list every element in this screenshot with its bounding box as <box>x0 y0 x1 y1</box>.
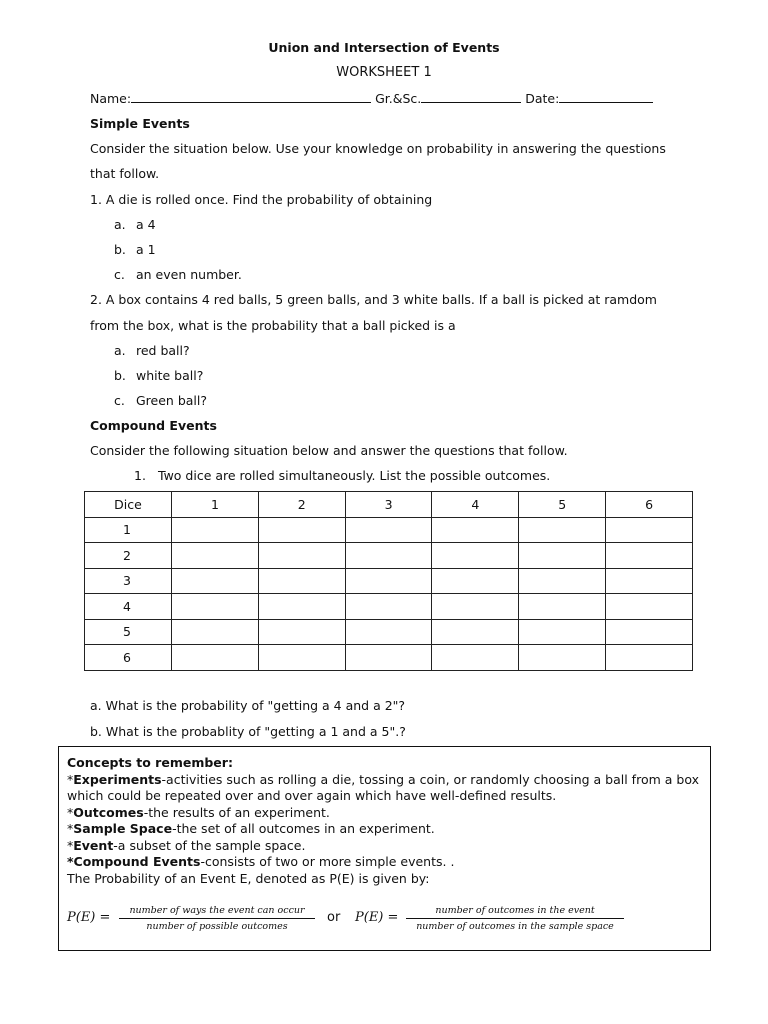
column-header: 5 <box>519 492 606 518</box>
simple-intro-line-2: that follow. <box>90 166 160 181</box>
outcome-cell[interactable] <box>345 517 432 543</box>
concept-compound-events: *Compound Events-consists of two or more simple events. . <box>67 854 455 869</box>
worksheet-subtitle: WORKSHEET 1 <box>336 65 432 80</box>
compound-question-a: a. What is the probability of "getting a 4 and a 2"? <box>90 698 406 713</box>
table-header-row <box>85 492 693 518</box>
outcome-cell[interactable] <box>519 517 606 543</box>
grade-label: Gr.&Sc. <box>375 91 422 106</box>
outcome-cell[interactable] <box>258 645 345 671</box>
fraction-denominator: number of outcomes in the sample space <box>416 921 614 932</box>
date-label: Date: <box>525 91 560 106</box>
outcome-cell[interactable] <box>258 517 345 543</box>
q1-item-b <box>114 242 156 257</box>
column-header: 3 <box>345 492 432 518</box>
compound-question-b: b. What is the probablity of "getting a 1 and a 5".? <box>90 724 406 739</box>
outcome-cell[interactable] <box>432 543 519 569</box>
outcome-cell[interactable] <box>258 594 345 620</box>
outcome-cell[interactable] <box>519 594 606 620</box>
outcome-cell[interactable] <box>432 645 519 671</box>
column-header: 4 <box>432 492 519 518</box>
concept-term: Experiments <box>73 771 162 787</box>
formula-fraction-1 <box>119 905 315 933</box>
concept-definition: -activities such as rolling a die, tossing a coin, or randomly choosing a ball from a box <box>161 771 699 787</box>
outcome-cell[interactable] <box>519 619 606 645</box>
item-text: red ball? <box>136 343 190 358</box>
concept-definition: -a subset of the sample space. <box>113 837 306 853</box>
item-letter: b. <box>114 242 126 257</box>
dice-outcomes-table <box>84 491 693 671</box>
concept-term: Outcomes <box>73 804 144 820</box>
outcome-cell[interactable] <box>432 619 519 645</box>
column-header: 1 <box>172 492 259 518</box>
concept-definition: -the results of an experiment. <box>143 804 330 820</box>
question-text: Two dice are rolled simultaneously. List the possible outcomes. <box>158 468 551 483</box>
outcome-cell[interactable] <box>606 645 693 671</box>
concept-experiments-continued: which could be repeated over and over again which have well-defined results. <box>67 788 557 803</box>
probability-definition: The Probability of an Event E, denoted as P(E) is given by: <box>67 870 430 886</box>
table-row <box>85 568 693 594</box>
worksheet-title: Union and Intersection of Events <box>268 40 500 55</box>
column-header: 2 <box>258 492 345 518</box>
outcome-cell[interactable] <box>432 568 519 594</box>
row-header: 2 <box>85 543 172 569</box>
concept-event: *Event-a subset of the sample space. <box>67 837 306 853</box>
outcome-cell[interactable] <box>519 543 606 569</box>
outcome-cell[interactable] <box>345 619 432 645</box>
concept-term: Event <box>73 837 114 853</box>
outcome-cell[interactable] <box>432 517 519 543</box>
table-row <box>85 543 693 569</box>
outcome-cell[interactable] <box>258 568 345 594</box>
simple-events-heading: Simple Events <box>90 116 190 131</box>
question-1: 1. A die is rolled once. Find the probability of obtaining <box>90 192 433 207</box>
concept-sample-space: *Sample Space-the set of all outcomes in an experiment. <box>67 821 435 836</box>
concept-term: Sample Space <box>73 821 173 836</box>
concept-outcomes: *Outcomes-the results of an experiment. <box>67 804 330 820</box>
name-blank[interactable] <box>131 91 371 103</box>
name-label: Name: <box>90 91 132 106</box>
question-2-line-1: 2. A box contains 4 red balls, 5 green balls, and 3 white balls. If a ball is picked at ramdom <box>90 292 657 307</box>
item-letter: c. <box>114 267 125 282</box>
outcome-cell[interactable] <box>519 568 606 594</box>
table-row <box>85 517 693 543</box>
concept-definition: -consists of two or more simple events. . <box>200 854 455 869</box>
q2-item-c <box>114 393 207 408</box>
concept-experiments: *Experiments-activities such as rolling a die, tossing a coin, or randomly choosing a ball from a box <box>67 771 699 787</box>
compound-question-1 <box>134 468 550 483</box>
concept-definition: -the set of all outcomes in an experiment. <box>172 821 435 836</box>
outcome-cell[interactable] <box>172 517 259 543</box>
concept-term: Compound Events <box>73 854 201 869</box>
date-blank[interactable] <box>559 91 653 103</box>
item-letter: c. <box>114 393 125 408</box>
fraction-numerator: number of ways the event can occur <box>129 905 305 916</box>
concepts-box <box>58 746 711 951</box>
q2-item-a <box>114 343 190 358</box>
outcome-cell[interactable] <box>258 543 345 569</box>
item-text: white ball? <box>136 368 204 383</box>
row-header: 3 <box>85 568 172 594</box>
q1-item-c <box>114 267 242 282</box>
outcome-cell[interactable] <box>345 594 432 620</box>
item-text: a 4 <box>136 217 156 232</box>
simple-intro-line-1: Consider the situation below. Use your knowledge on probability in answering the questions <box>90 141 666 156</box>
item-text: an even number. <box>136 267 242 282</box>
outcome-cell[interactable] <box>172 619 259 645</box>
column-header: 6 <box>606 492 693 518</box>
outcome-cell[interactable] <box>345 645 432 671</box>
formula-lhs: P(E) = <box>67 910 111 925</box>
outcome-cell[interactable] <box>606 517 693 543</box>
outcome-cell[interactable] <box>345 543 432 569</box>
question-2-line-2: from the box, what is the probability that a ball picked is a <box>90 318 456 333</box>
item-text: a 1 <box>136 242 156 257</box>
outcome-cell[interactable] <box>172 594 259 620</box>
item-letter: a. <box>114 217 126 232</box>
fraction-bar <box>119 918 315 919</box>
q2-item-b <box>114 368 203 383</box>
question-number: 1. <box>134 468 146 483</box>
outcome-cell[interactable] <box>258 619 345 645</box>
q1-item-a <box>114 217 156 232</box>
item-letter: b. <box>114 368 126 383</box>
outcome-cell[interactable] <box>172 543 259 569</box>
table-row <box>85 594 693 620</box>
outcome-cell[interactable] <box>519 645 606 671</box>
table-row <box>85 645 693 671</box>
row-header: 1 <box>85 517 172 543</box>
outcome-cell[interactable] <box>345 568 432 594</box>
outcome-cell[interactable] <box>606 594 693 620</box>
outcome-cell[interactable] <box>172 568 259 594</box>
row-header: 5 <box>85 619 172 645</box>
table-row <box>85 619 693 645</box>
outcome-cell[interactable] <box>606 619 693 645</box>
outcome-cell[interactable] <box>432 594 519 620</box>
formula-or: or <box>327 910 341 925</box>
row-header: 4 <box>85 594 172 620</box>
item-text: Green ball? <box>136 393 208 408</box>
outcome-cell[interactable] <box>172 645 259 671</box>
row-header: 6 <box>85 645 172 671</box>
fraction-denominator: number of possible outcomes <box>146 921 288 932</box>
table-corner-cell: Dice <box>85 492 172 518</box>
fraction-numerator: number of outcomes in the event <box>435 905 595 916</box>
probability-formulas <box>59 905 712 935</box>
compound-intro: Consider the following situation below and answer the questions that follow. <box>90 443 568 458</box>
formula-lhs: P(E) = <box>355 910 399 925</box>
outcome-cell[interactable] <box>606 543 693 569</box>
outcome-cell[interactable] <box>606 568 693 594</box>
formula-fraction-2 <box>406 905 624 933</box>
student-info-line <box>90 91 653 106</box>
compound-events-heading: Compound Events <box>90 418 217 433</box>
concepts-heading: Concepts to remember: <box>67 755 233 770</box>
item-letter: a. <box>114 343 126 358</box>
grade-blank[interactable] <box>421 91 521 103</box>
fraction-bar <box>406 918 624 919</box>
